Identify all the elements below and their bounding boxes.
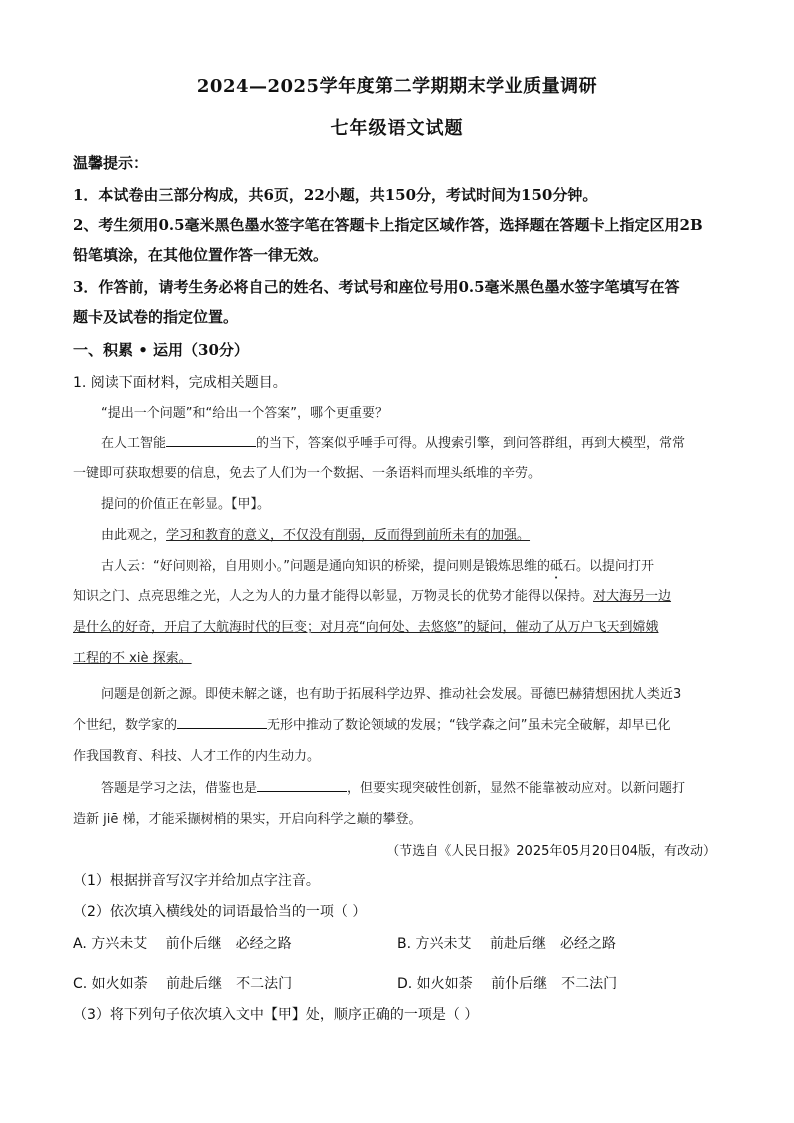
passage-text: 石。以提问打开 xyxy=(563,559,655,574)
passage-para-4 xyxy=(73,524,733,543)
passage-para-6-line-3: 作我国教育、科技、人才工作的内生动力。 xyxy=(73,749,321,764)
exam-subtitle: 七年级语文试题 xyxy=(330,118,464,139)
passage-text: 无形中推动了数论领域的发展；“钱学森之问”虽未完全破解，却早已化 xyxy=(267,718,671,733)
subquestion-2: （2）依次填入横线处的词语最恰当的一项（ ） xyxy=(73,904,367,920)
passage-source: （节选自《人民日报》2025年05月20日04版，有改动） xyxy=(386,844,716,859)
tip-2-line-1: 2、考生须用0.5毫米黑色墨水签字笔在答题卡上指定区域作答，选择题在答题卡上指定区用2B xyxy=(73,216,703,234)
passage-para-5-line-4: 工程的不 xiè 探索。 xyxy=(73,651,192,666)
passage-text: 的当下，答案似乎唾手可得。从搜索引擎，到问答群组，再到大模型，常常 xyxy=(256,436,686,451)
exam-title: 2024—2025学年度第二学期期末学业质量调研 xyxy=(196,76,598,97)
tip-2-line-2: 铅笔填涂，在其他位置作答一律无效。 xyxy=(73,246,329,264)
passage-text: 在人工智能 xyxy=(101,436,167,451)
fill-blank-3[interactable] xyxy=(257,778,347,792)
passage-text: 由此观之， xyxy=(101,528,167,543)
dotted-char: 砥 xyxy=(549,559,563,574)
section-1-heading: 一、积累 • 运用（30分） xyxy=(73,341,249,359)
passage-para-7-line-2: 造新 jiē 梯，才能采撷树梢的果实，开启向科学之巅的攀登。 xyxy=(73,812,422,827)
tip-1: 1．本试卷由三部分构成，共6页，22小题，共150分，考试时间为150分钟。 xyxy=(73,186,598,204)
passage-text: 答题是学习之法，借鉴也是 xyxy=(101,781,258,796)
option-c[interactable]: C. 如火如荼 前赴后继 不二法门 xyxy=(73,976,293,992)
passage-para-7-line-1 xyxy=(73,777,733,796)
underlined-sentence: 学习和教育的意义，不仅没有削弱，反而得到前所未有的加强。 xyxy=(166,528,531,543)
passage-para-1: “提出一个问题”和“给出一个答案”，哪个更重要？ xyxy=(101,406,388,421)
subquestion-1: （1）根据拼音写汉字并给加点字注音。 xyxy=(73,873,320,889)
passage-para-5-line-1 xyxy=(73,555,733,582)
tip-3-line-1: 3．作答前，请考生务必将自己的姓名、考试号和座位号用0.5毫米黑色墨水签字笔填写在答 xyxy=(73,278,680,296)
subquestion-3: （3）将下列句子依次填入文中【甲】处，顺序正确的一项是（ ） xyxy=(73,1007,479,1023)
option-b[interactable]: B. 方兴未艾 前赴后继 必经之路 xyxy=(397,936,616,952)
passage-text: 个世纪，数学家的 xyxy=(73,718,178,733)
question-1-stem: 1. 阅读下面材料，完成相关题目。 xyxy=(73,375,287,391)
passage-para-6-line-2 xyxy=(73,714,733,733)
underlined-sentence: 对大海另一边 xyxy=(593,589,672,604)
fill-blank-2[interactable] xyxy=(177,715,267,729)
fill-blank-1[interactable] xyxy=(166,433,256,447)
option-a[interactable]: A. 方兴未艾 前仆后继 必经之路 xyxy=(73,936,292,952)
passage-text: ，但要实现突破性创新，显然不能靠被动应对。以新问题打 xyxy=(347,781,686,796)
passage-para-2-line-2: 一键即可获取想要的信息，免去了人们为一个数据、一条语料而埋头纸堆的辛劳。 xyxy=(73,466,542,481)
passage-text: 古人云：“好问则裕，自用则小。”问题是通向知识的桥梁，提问则是锻炼思维的 xyxy=(101,559,550,574)
passage-para-5-line-2 xyxy=(73,585,733,604)
tips-heading: 温馨提示： xyxy=(73,154,149,172)
passage-para-5-line-3: 是什么的好奇，开启了大航海时代的巨变；对月亮“向何处、去悠悠”的疑问，催动了从万户飞天到嫦娥 xyxy=(73,620,659,635)
passage-para-6-line-1: 问题是创新之源。即使未解之谜，也有助于拓展科学边界、推动社会发展。哥德巴赫猜想困扰人类近3 xyxy=(101,687,682,702)
passage-para-2-line-1 xyxy=(73,432,733,451)
tip-3-line-2: 题卡及试卷的指定位置。 xyxy=(73,308,239,326)
passage-text: 知识之门、点亮思维之光，人之为人的力量才能得以彰显，万物灵长的优势才能得以保持。 xyxy=(73,589,594,604)
passage-para-3: 提问的价值正在彰显。【甲】。 xyxy=(101,497,271,512)
option-d[interactable]: D. 如火如荼 前仆后继 不二法门 xyxy=(397,976,618,992)
